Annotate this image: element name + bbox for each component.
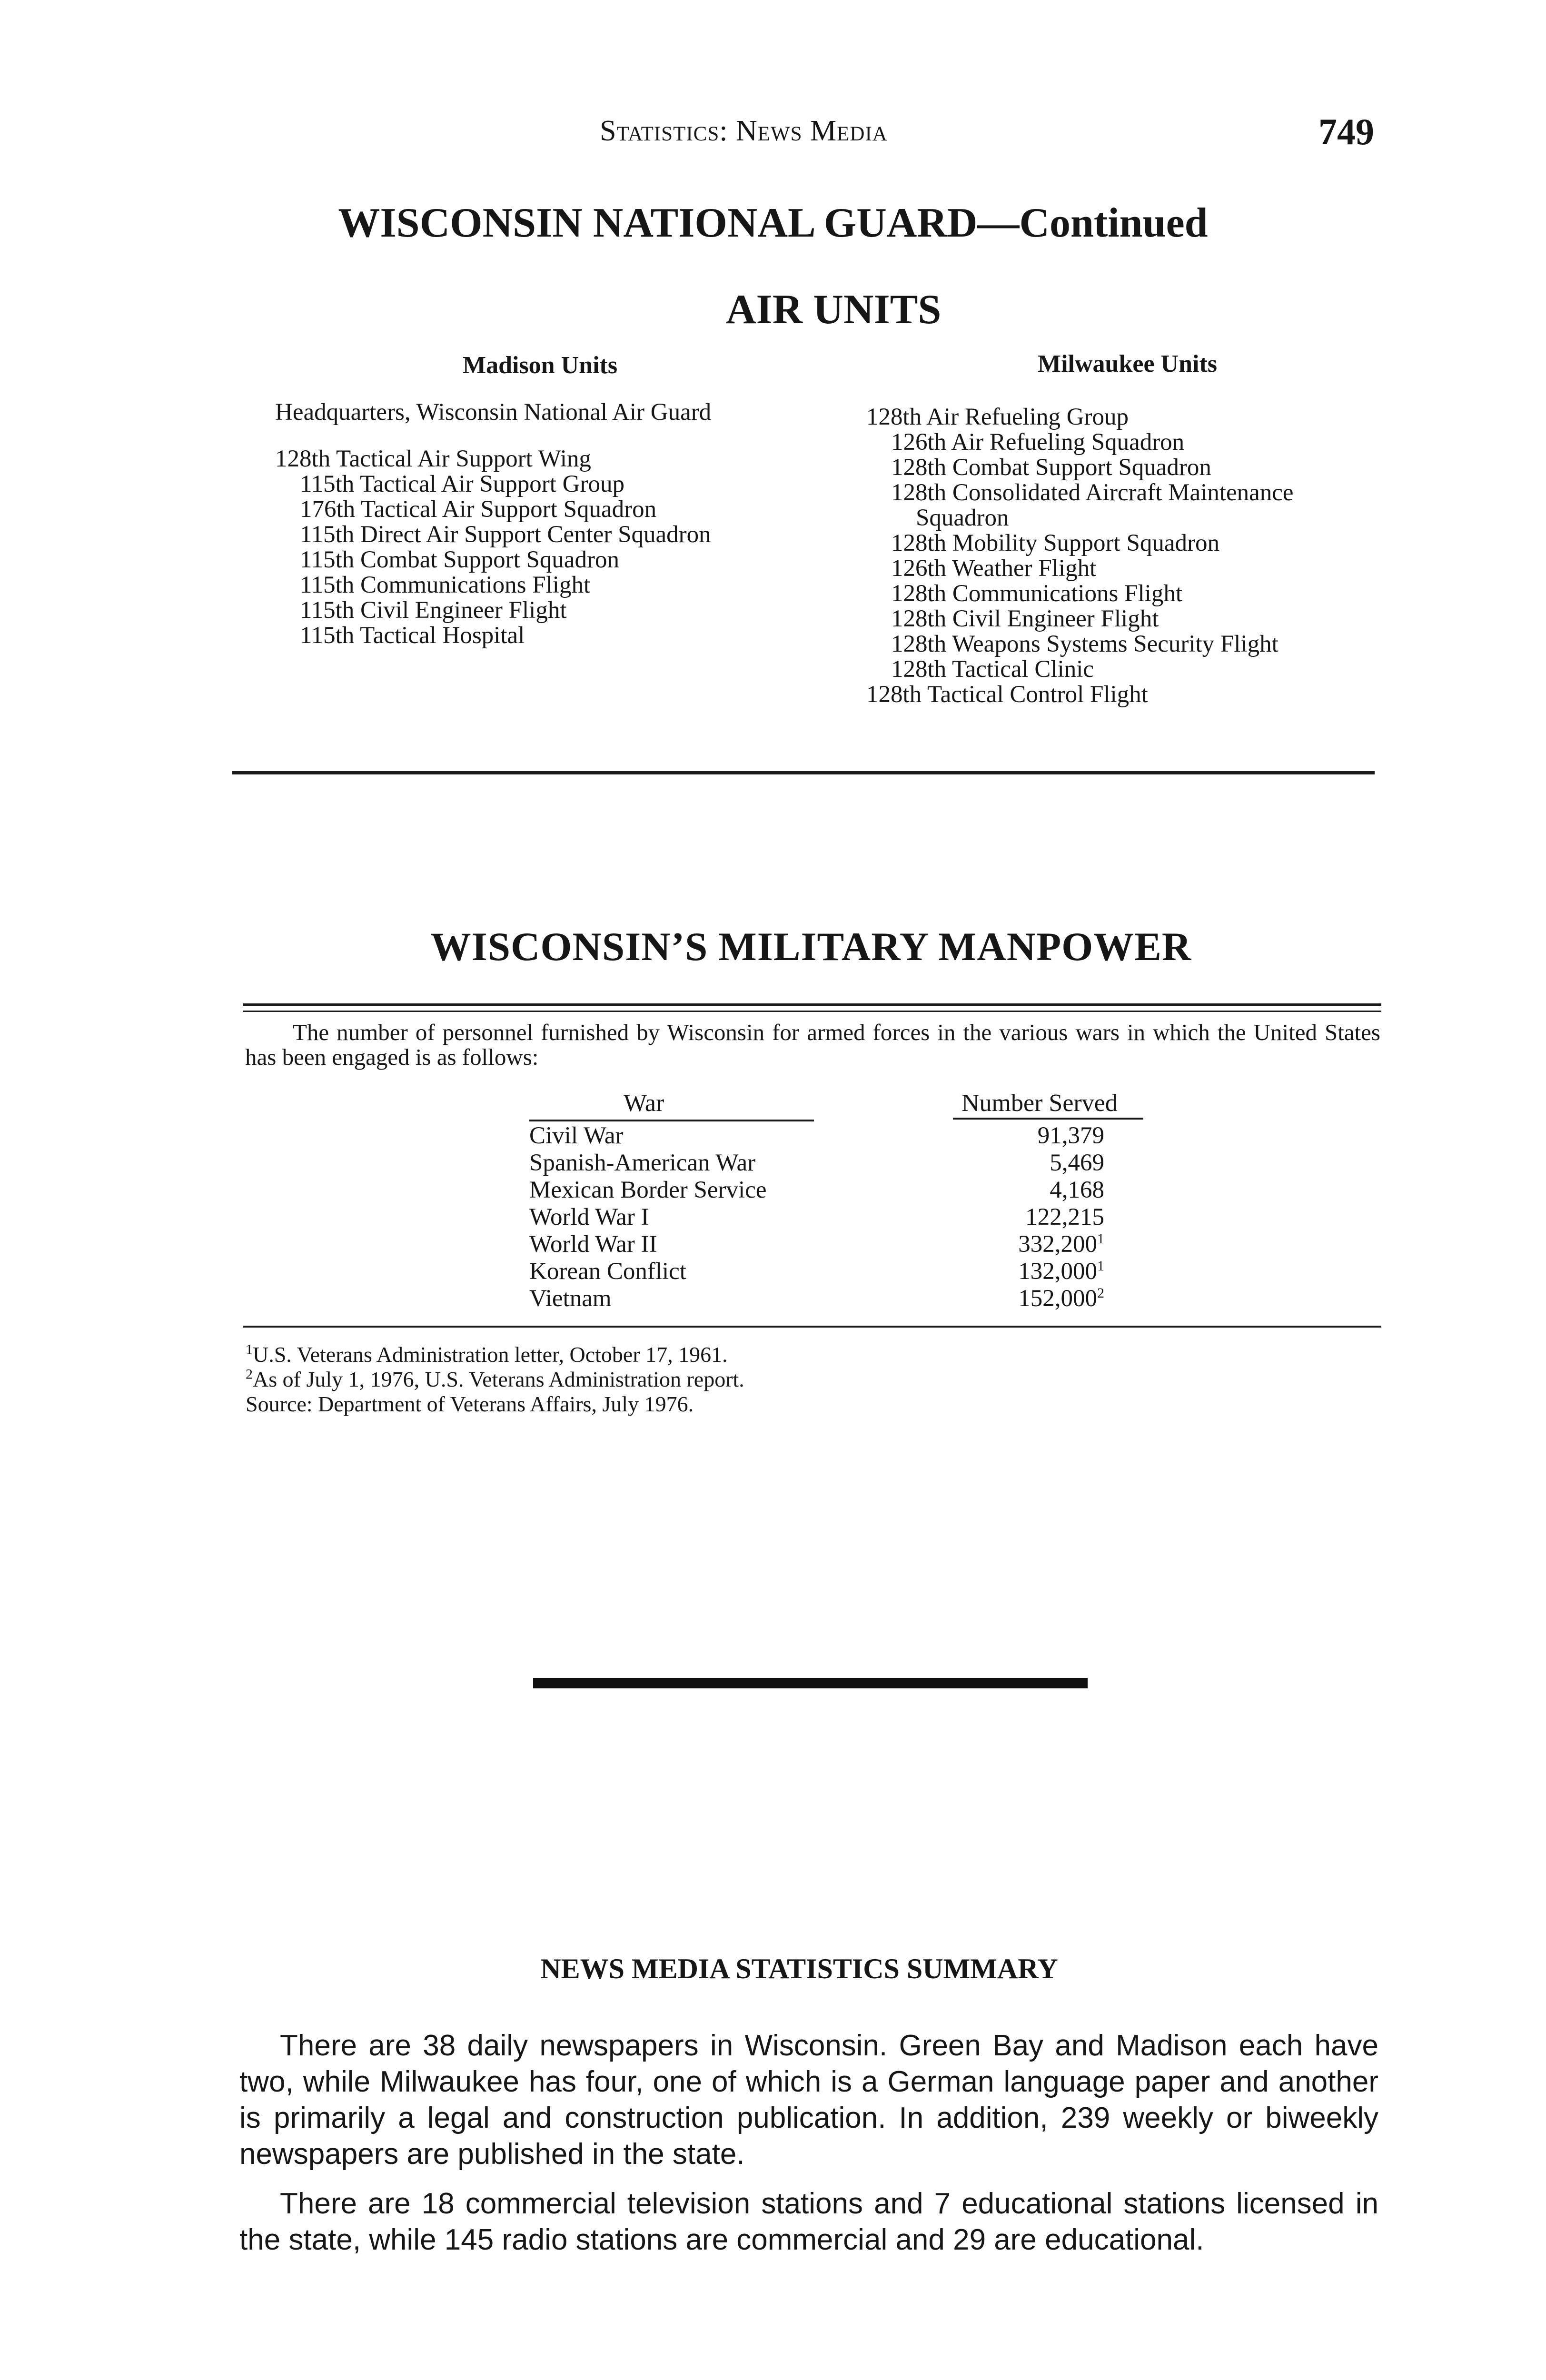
running-header xyxy=(600,114,888,148)
war-column xyxy=(529,1122,766,1312)
table-row-number xyxy=(981,1122,1104,1150)
summary-paragraph: There are 18 commercial television stations and 7 educational stations licensed in the state, while 145 radio stations are commercial and 29 are educational. xyxy=(239,2187,1378,2256)
milwaukee-unit: 128th Tactical Clinic xyxy=(891,656,1094,683)
news-title: NEWS MEDIA STATISTICS SUMMARY xyxy=(540,1953,1058,1984)
milwaukee-group: 128th Air Refueling Group xyxy=(866,404,1129,430)
milwaukee-control-flight: 128th Tactical Control Flight xyxy=(866,681,1148,708)
section-bar xyxy=(533,1678,1088,1688)
madison-unit: 176th Tactical Air Support Squadron xyxy=(300,496,657,523)
madison-unit: 115th Civil Engineer Flight xyxy=(300,597,567,624)
number-served: 122,215 xyxy=(1025,1204,1104,1230)
footnotes xyxy=(246,1342,744,1417)
manpower-intro xyxy=(245,1020,1380,1070)
madison-unit: 115th Tactical Air Support Group xyxy=(300,471,625,497)
milwaukee-heading: Milwaukee Units xyxy=(1038,350,1217,377)
number-column xyxy=(981,1122,1104,1312)
manpower-intro-text: The number of personnel furnished by Wisconsin for armed forces in the various wars in which the United States has been engaged is as follows: xyxy=(245,1019,1380,1070)
top-double-rule xyxy=(243,1011,1381,1012)
table-row-war: World War II xyxy=(529,1231,657,1258)
footnote-mark: 2 xyxy=(246,1366,253,1382)
footnote xyxy=(246,1367,744,1392)
footnote-text: U.S. Veterans Administration letter, October 17, 1961. xyxy=(253,1342,728,1367)
source-note: Source: Department of Veterans Affairs, July 1976. xyxy=(246,1392,694,1416)
milwaukee-units xyxy=(866,405,1294,707)
table-row-number xyxy=(981,1150,1104,1177)
war-column-header: War xyxy=(624,1090,664,1117)
war-header-rule xyxy=(529,1120,814,1121)
madison-unit: 115th Tactical Hospital xyxy=(300,622,525,649)
table-row-war: Spanish-American War xyxy=(529,1150,756,1176)
madison-unit: 115th Combat Support Squadron xyxy=(300,546,620,573)
table-row-number xyxy=(981,1231,1104,1258)
milwaukee-unit: 126th Air Refueling Squadron xyxy=(891,429,1185,456)
milwaukee-unit: 126th Weather Flight xyxy=(891,555,1097,582)
table-row-number xyxy=(981,1177,1104,1204)
footnote xyxy=(246,1342,744,1367)
summary-paragraph: There are 38 daily newspapers in Wisconsin. Green Bay and Madison each have two, while Milwaukee has four, one of which is a German language paper and another is primarily a legal and construction publication. In addition, 239 weekly or biweekly newspapers are published in the state. xyxy=(239,2029,1378,2171)
guard-title: WISCONSIN NATIONAL GUARD—Continued xyxy=(338,200,1208,246)
milwaukee-unit: 128th Communications Flight xyxy=(891,580,1183,607)
top-double-rule xyxy=(243,1003,1381,1006)
number-served: 91,379 xyxy=(1037,1122,1104,1149)
footnote-marker: 1 xyxy=(1097,1231,1104,1247)
table-row-number xyxy=(981,1258,1104,1285)
news-summary xyxy=(239,2028,1378,2271)
number-served: 5,469 xyxy=(1050,1150,1104,1176)
madison-heading: Madison Units xyxy=(463,352,618,379)
footnote-mark: 1 xyxy=(246,1341,253,1358)
milwaukee-unit: 128th Civil Engineer Flight xyxy=(891,605,1159,632)
table-row-number xyxy=(981,1285,1104,1312)
table-bottom-rule xyxy=(243,1326,1381,1328)
number-header-rule xyxy=(953,1118,1143,1120)
madison-unit: 115th Communications Flight xyxy=(300,572,591,598)
milwaukee-unit: 128th Weapons Systems Security Flight xyxy=(891,631,1278,657)
table-row-number xyxy=(981,1204,1104,1231)
milwaukee-unit: 128th Consolidated Aircraft Maintenance xyxy=(891,479,1294,506)
table-row-war: Vietnam xyxy=(529,1285,612,1312)
table-row-war: Mexican Border Service xyxy=(529,1177,767,1203)
madison-units xyxy=(275,400,711,648)
footnote-marker: 2 xyxy=(1097,1285,1104,1301)
number-served: 152,000 xyxy=(1018,1285,1097,1312)
madison-unit: 115th Direct Air Support Center Squadron xyxy=(300,521,711,548)
number-served: 132,000 xyxy=(1018,1258,1097,1285)
page-number: 749 xyxy=(1318,111,1374,152)
manpower-title: WISCONSIN’S MILITARY MANPOWER xyxy=(430,924,1192,969)
madison-wing: 128th Tactical Air Support Wing xyxy=(275,446,591,472)
table-row-war: Civil War xyxy=(529,1122,624,1149)
table-row-war: Korean Conflict xyxy=(529,1258,686,1285)
number-column-header: Number Served xyxy=(961,1090,1118,1117)
footnote-marker: 1 xyxy=(1097,1258,1104,1274)
air-units-subtitle: AIR UNITS xyxy=(726,287,941,333)
milwaukee-unit: 128th Mobility Support Squadron xyxy=(891,530,1219,556)
running-header-section: Statistics: xyxy=(600,115,728,147)
number-served: 332,200 xyxy=(1018,1231,1097,1258)
madison-headquarters: Headquarters, Wisconsin National Air Guard xyxy=(275,399,712,426)
running-header-title: News Media xyxy=(736,115,888,147)
table-row-war: World War I xyxy=(529,1204,649,1230)
footnote-text: As of July 1, 1976, U.S. Veterans Administration report. xyxy=(253,1367,744,1391)
section-divider xyxy=(232,771,1375,774)
milwaukee-unit-continuation: Squadron xyxy=(916,505,1009,531)
milwaukee-unit: 128th Combat Support Squadron xyxy=(891,454,1211,481)
number-served: 4,168 xyxy=(1050,1177,1104,1203)
